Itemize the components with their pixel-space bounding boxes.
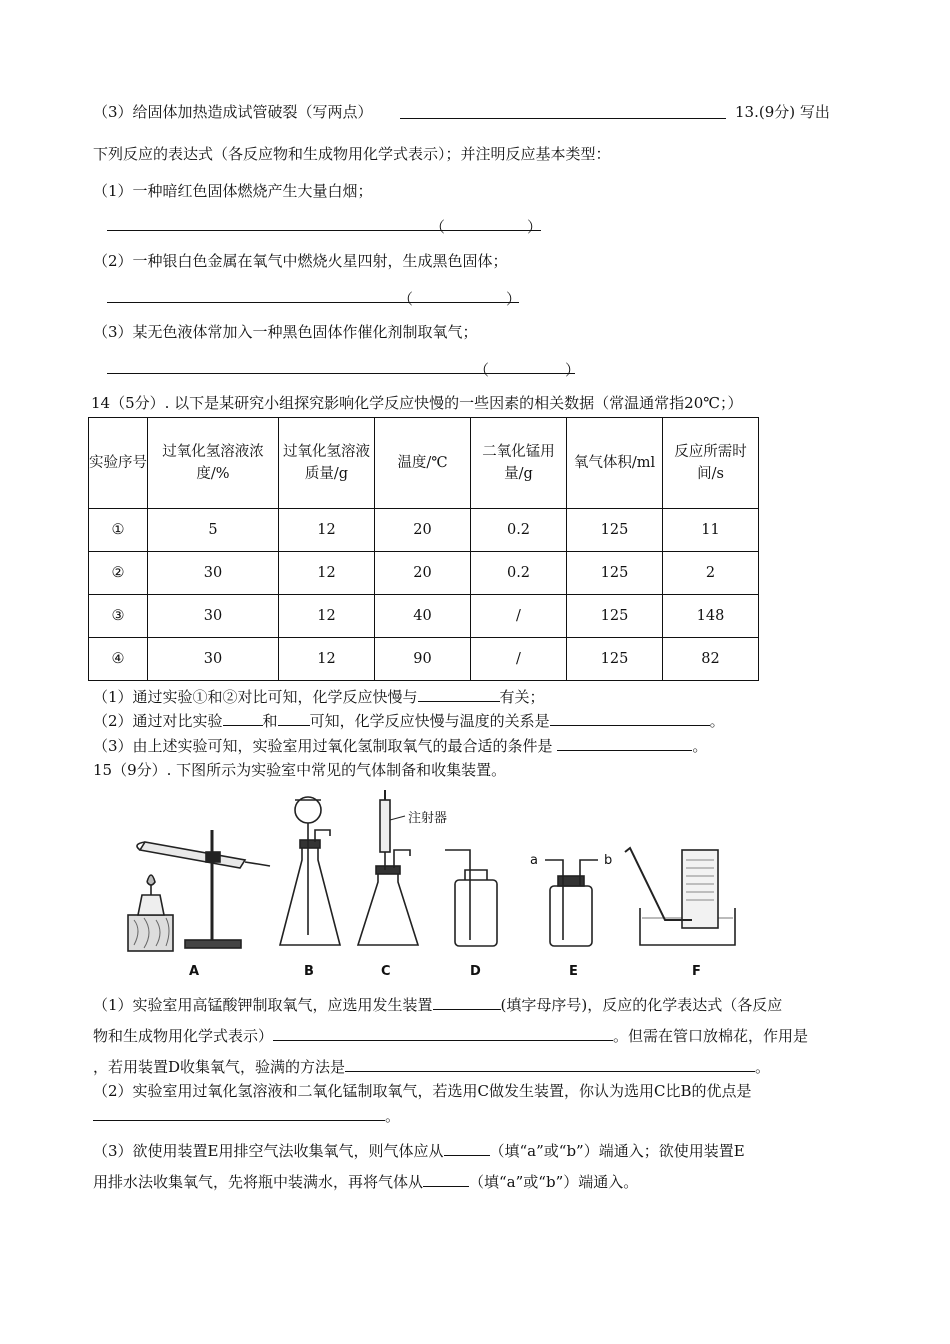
table-row	[89, 638, 759, 681]
table-cell: 125	[567, 638, 663, 681]
table-cell: 2	[663, 552, 759, 595]
stopper	[300, 840, 320, 848]
q15-part1-line3: ，若用装置D收集氧气，验满的方法是 。	[93, 1055, 770, 1077]
q13-part1: （1）一种暗红色固体燃烧产生大量白烟；	[93, 182, 373, 200]
table-cell: 125	[567, 595, 663, 638]
table-cell: ③	[89, 595, 148, 638]
data-table	[88, 417, 759, 681]
answer-blank[interactable]	[400, 102, 726, 119]
table-header: 过氧化氢溶液质量/g	[279, 418, 375, 509]
q14-part1: （1）通过实验①和②对比可知，化学反应快慢与 有关；	[93, 685, 545, 707]
paren-open: （	[398, 290, 414, 308]
alcohol-lamp	[138, 895, 164, 915]
table-cell: 5	[148, 509, 279, 552]
table-header: 二氧化锰用量/g	[471, 418, 567, 509]
table-cell: ②	[89, 552, 148, 595]
table-row	[89, 595, 759, 638]
paren-close: ）	[506, 290, 522, 308]
paren-close: ）	[565, 361, 581, 379]
table-cell: 12	[279, 638, 375, 681]
figure-label-f: F	[692, 964, 701, 979]
table-header: 实验序号	[89, 418, 148, 509]
answer-blank[interactable]	[273, 1024, 613, 1041]
q13-part2: （2）一种银白色金属在氧气中燃烧火星四射，生成黑色固体；	[93, 252, 508, 270]
gas-bottle	[455, 880, 497, 946]
figure-label-c: C	[381, 964, 391, 979]
q15-part1-line1: （1）实验室用高锰酸钾制取氧气，应选用发生装置 (填字母序号)，反应的化学表达式（各反应	[93, 993, 782, 1015]
table-header: 反应所需时间/s	[663, 418, 759, 509]
table-cell: 0.2	[471, 552, 567, 595]
q14-header: 14（5分）. 以下是某研究小组探究影响化学反应快慢的一些因素的相关数据（常温通常指20℃；）	[91, 394, 743, 412]
answer-blank[interactable]	[550, 709, 710, 726]
answer-blank[interactable]	[444, 1139, 490, 1156]
table-cell: 148	[663, 595, 759, 638]
q15-part2: （2）实验室用过氧化氢溶液和二氧化锰制取氧气，若选用C做发生装置，你认为选用C比B的优点是	[93, 1082, 752, 1100]
table-cell: 40	[375, 595, 471, 638]
answer-blank[interactable]	[433, 993, 501, 1010]
table-header: 过氧化氢溶液浓度/%	[148, 418, 279, 509]
apparatus-f	[625, 848, 735, 945]
figure-label-e: E	[569, 964, 578, 979]
separatory-bulb	[295, 797, 321, 823]
q15-part3-line1: （3）欲使用装置E用排空气法收集氧气，则气体应从 （填“a”或“b”）端通入；欲使用装置E	[93, 1139, 745, 1161]
flask-body	[280, 842, 340, 945]
gas-bottle	[550, 886, 592, 946]
q15-header: 15（9分）. 下图所示为实验室中常见的气体制备和收集装置。	[93, 761, 507, 779]
table-row	[89, 509, 759, 552]
table-cell: 125	[567, 509, 663, 552]
table-cell: 30	[148, 638, 279, 681]
answer-blank[interactable]	[107, 214, 541, 231]
answer-blank[interactable]	[418, 685, 500, 702]
paren-open: （	[474, 361, 490, 379]
table-header: 温度/℃	[375, 418, 471, 509]
q14-part3: （3）由上述实验可知，实验室用过氧化氢制取氧气的最合适的条件是 。	[93, 734, 707, 756]
flask-body	[358, 870, 418, 945]
test-tube	[140, 842, 245, 868]
table-cell: /	[471, 638, 567, 681]
figure-label-d: D	[470, 964, 481, 979]
paren-close: ）	[527, 218, 543, 236]
flame	[147, 875, 155, 885]
q13-intro: 下列反应的表达式（各反应物和生成物用化学式表示）；并注明反应基本类型：	[93, 145, 611, 163]
apparatus-figure	[120, 790, 760, 960]
figure-label-b: B	[304, 964, 314, 979]
stopper	[376, 866, 400, 874]
table-cell: 90	[375, 638, 471, 681]
stand-base	[185, 940, 241, 948]
syringe-label: 注射器	[408, 811, 448, 826]
apparatus-c	[358, 790, 447, 945]
collection-tube	[445, 850, 470, 940]
port-b-label: b	[604, 853, 613, 868]
q15-part1-line2: 物和生成物用化学式表示） 。但需在管口放棉花，作用是	[93, 1024, 808, 1046]
q15-part3-line2: 用排水法收集氧气，先将瓶中装满水，再将气体从 （填“a”或“b”）端通入。	[93, 1170, 638, 1192]
answer-blank[interactable]	[107, 357, 575, 374]
table-cell: 0.2	[471, 509, 567, 552]
collecting-bottle	[682, 850, 718, 928]
q15-part2-answer: 。	[93, 1104, 400, 1126]
table-cell: 30	[148, 552, 279, 595]
answer-blank[interactable]	[423, 1170, 469, 1187]
table-cell: 20	[375, 509, 471, 552]
port-a-label: a	[530, 853, 538, 868]
table-cell: 125	[567, 552, 663, 595]
table-cell: 82	[663, 638, 759, 681]
delivery-tube	[245, 862, 270, 866]
table-cell: 12	[279, 509, 375, 552]
clamp	[206, 852, 220, 862]
paren-open: （	[430, 218, 446, 236]
table-cell: 12	[279, 552, 375, 595]
apparatus-b	[280, 797, 340, 945]
q14-part2: （2）通过对比实验 和 可知，化学反应快慢与温度的关系是 。	[93, 709, 725, 731]
table-cell: 12	[279, 595, 375, 638]
answer-blank[interactable]	[278, 709, 310, 726]
apparatus-e	[530, 853, 612, 946]
table-cell: 20	[375, 552, 471, 595]
table-cell: /	[471, 595, 567, 638]
q13-header: 13.(9分) 写出	[735, 103, 830, 121]
apparatus-a	[128, 830, 270, 951]
table-row	[89, 552, 759, 595]
answer-blank[interactable]	[93, 1104, 385, 1121]
figure-label-a: A	[189, 964, 200, 979]
table-header-row	[89, 418, 759, 509]
answer-blank[interactable]	[345, 1055, 755, 1072]
answer-blank[interactable]	[223, 709, 263, 726]
bottle-neck	[465, 870, 487, 880]
answer-blank[interactable]	[557, 734, 692, 751]
table-cell: 30	[148, 595, 279, 638]
table-cell: ④	[89, 638, 148, 681]
q12-part3: （3）给固体加热造成试管破裂（写两点）	[93, 103, 373, 121]
table-cell: ①	[89, 509, 148, 552]
q13-part3: （3）某无色液体常加入一种黑色固体作催化剂制取氧气；	[93, 323, 478, 341]
long-tube-a	[545, 860, 563, 940]
syringe-pointer	[390, 816, 405, 820]
answer-blank[interactable]	[107, 286, 519, 303]
syringe-barrel	[380, 800, 390, 852]
table-cell: 11	[663, 509, 759, 552]
table-header: 氧气体积/ml	[567, 418, 663, 509]
apparatus-d	[445, 850, 497, 946]
